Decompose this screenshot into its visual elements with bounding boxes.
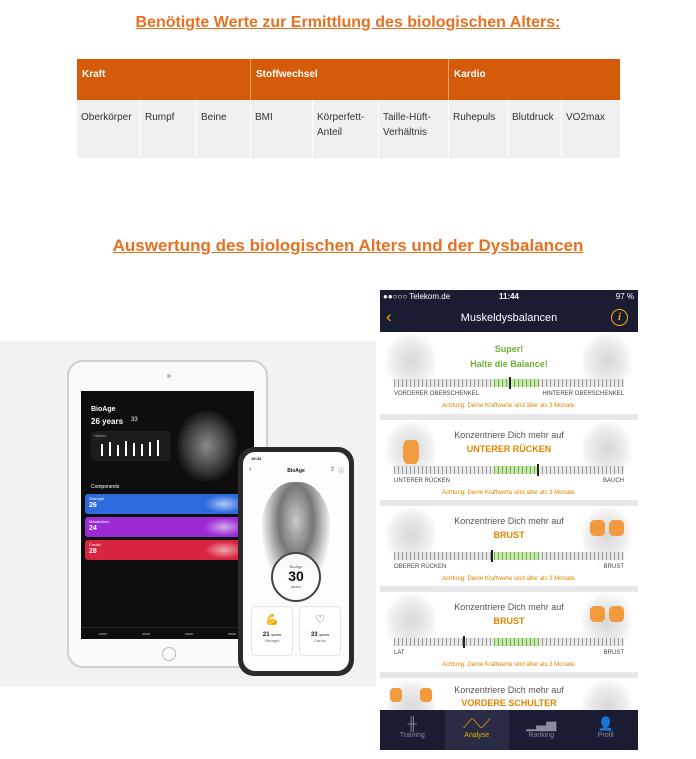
- balance-green-zone: [494, 379, 539, 387]
- iphone-strength-card: [251, 606, 293, 656]
- tab-analyse[interactable]: [445, 710, 510, 750]
- iphone-time: 19:33: [251, 456, 262, 461]
- warning-text: Achtung: Deine Kraftwerte sind älter als 3 Monate.: [442, 662, 576, 668]
- ipad-screen: [81, 391, 254, 639]
- balance-card[interactable]: [380, 678, 638, 710]
- table-row: [77, 100, 620, 158]
- card-line1: Konzentriere Dich mehr auf: [454, 602, 564, 612]
- balance-card[interactable]: [380, 506, 638, 592]
- tab-profil[interactable]: [574, 710, 639, 750]
- ipad-tab-bar: [81, 627, 254, 639]
- history-bar: [101, 444, 103, 456]
- arm-icon: 💪: [265, 614, 279, 626]
- ipad-body-figure: [177, 411, 237, 481]
- battery-text: 97 %: [615, 292, 634, 301]
- history-bar: [109, 442, 111, 456]
- card-line1: Konzentriere Dich mehr auf: [454, 685, 564, 695]
- component-value: 26: [89, 502, 97, 509]
- table-cell: BMI: [251, 100, 313, 158]
- component-label: Cardio: [89, 542, 101, 547]
- balance-scale: [394, 552, 624, 560]
- chart-line-icon: ⟋⟍⟋: [463, 716, 491, 731]
- scale-left-label: UNTERER RÜCKEN: [394, 478, 451, 484]
- carrier-text: ●●○○○ Telekom.de: [383, 292, 451, 301]
- card-label: Strength: [264, 638, 280, 643]
- tab-training[interactable]: [380, 710, 445, 750]
- card-line2: VORDERE SCHULTER: [461, 698, 557, 708]
- ipad-bioage-title: BioAge: [91, 406, 116, 413]
- card-line2: UNTERER RÜCKEN: [466, 444, 552, 454]
- table-cell: Beine: [197, 100, 251, 158]
- card-value: 33 years: [310, 632, 330, 638]
- required-values-heading: Benötigte Werte zur Ermittlung des biologischen Alters:: [135, 14, 561, 31]
- table-cell: Taille-Hüft-Verhältnis: [379, 100, 449, 158]
- scale-left-label: OBERER RÜCKEN: [394, 564, 447, 570]
- component-value: 28: [89, 548, 97, 555]
- table-cell: VO2max: [566, 112, 605, 123]
- chevron-left-icon[interactable]: ‹: [386, 307, 392, 326]
- balance-marker: [463, 636, 465, 648]
- required-values-table: [77, 59, 620, 158]
- info-icon: ⓘ: [337, 469, 344, 475]
- bioage-ring: [271, 552, 321, 602]
- ring-unit: years: [291, 584, 301, 589]
- scale-right-label: BRUST: [603, 650, 624, 656]
- ipad-age-value: 26 years: [91, 417, 124, 426]
- table-cell: Ruhepuls: [449, 100, 508, 158]
- ring-value: 30: [288, 568, 304, 584]
- ipad-camera: [167, 374, 171, 378]
- nav-title: Muskeldysbalancen: [460, 312, 558, 324]
- history-bar: [157, 440, 159, 456]
- dumbbell-icon: ╫: [407, 716, 417, 731]
- table-cell: Rumpf: [141, 100, 197, 158]
- ring-label: BioAge: [289, 564, 303, 569]
- scale-right-label: BAUCH: [602, 478, 624, 484]
- card-line1: Konzentriere Dich mehr auf: [454, 516, 564, 526]
- table-cell: Blutdruck: [508, 100, 562, 158]
- warning-text: Achtung: Deine Kraftwerte sind älter als 3 Monate.: [442, 403, 576, 409]
- table-cell: Körperfett-Anteil: [313, 100, 379, 158]
- table-group-kraft: Kraft: [77, 59, 251, 100]
- ipad-component-strength: [85, 494, 250, 514]
- card-label: Cardio: [314, 638, 326, 643]
- tab-ranking[interactable]: [509, 710, 574, 750]
- balance-card[interactable]: [380, 332, 638, 420]
- tab-label: Training: [399, 732, 425, 739]
- ipad-component-metabolism: [85, 517, 250, 537]
- status-time: 11:44: [498, 292, 520, 301]
- balance-green-zone: [494, 466, 539, 474]
- chevron-left-icon: ‹: [249, 466, 252, 473]
- balance-marker: [537, 464, 539, 476]
- ipad-home-button: [162, 647, 176, 661]
- balance-marker: [509, 377, 511, 389]
- tab-label: Ranking: [528, 732, 555, 739]
- tab-label: Profil: [597, 732, 614, 739]
- warning-text: Achtung: Deine Kraftwerte sind älter als 3 Monate.: [442, 490, 576, 496]
- card-line1: Konzentriere Dich mehr auf: [454, 430, 564, 440]
- profile-icon: 👤: [597, 716, 614, 731]
- table-header-row: [77, 59, 620, 100]
- scale-right-label: HINTERER OBERSCHENKEL: [542, 391, 624, 397]
- ipad-history-label: History: [94, 433, 107, 438]
- history-bar: [149, 442, 151, 456]
- card-line1: Super!: [494, 344, 524, 354]
- component-value: 24: [89, 525, 97, 532]
- evaluation-heading: Auswertung des biologischen Alters und der Dysbalancen: [112, 236, 584, 255]
- history-bar: [133, 443, 135, 456]
- scale-left-label: LAT: [394, 650, 405, 656]
- card-value: 21 years: [262, 632, 282, 638]
- table-group-kardio: Kardio: [454, 69, 486, 80]
- muskeldysbalancen-app: [380, 290, 638, 750]
- scale-right-label: BRUST: [603, 564, 624, 570]
- scale-left-label: VORDERER OBERSCHENKEL: [394, 391, 480, 397]
- tab-bar: [380, 710, 638, 750]
- balance-scale: [394, 638, 624, 646]
- warning-text: Achtung: Deine Kraftwerte sind älter als 3 Monate.: [442, 576, 576, 582]
- component-label: Metabolism: [89, 519, 110, 524]
- info-icon[interactable]: i: [611, 309, 628, 326]
- tab-label: Analyse: [464, 732, 490, 739]
- iphone-device: [238, 447, 354, 676]
- card-line2: BRUST: [493, 616, 525, 626]
- iphone-cardio-card: [299, 606, 341, 656]
- history-bar: [141, 444, 143, 456]
- iphone-title: BioAge: [287, 468, 305, 474]
- share-icon: ⇪: [329, 467, 335, 473]
- status-bar: [380, 290, 638, 304]
- balance-scale: [394, 466, 624, 474]
- balance-marker: [491, 550, 493, 562]
- history-bar: [117, 445, 119, 456]
- card-line2: Halte die Balance!: [470, 359, 548, 369]
- ipad-component-cardio: [85, 540, 250, 560]
- iphone-screen: [243, 452, 349, 671]
- ipad-components-label: Components: [91, 484, 120, 490]
- balance-card[interactable]: [380, 592, 638, 678]
- balance-card[interactable]: [380, 420, 638, 506]
- component-label: Strength: [89, 496, 105, 501]
- balance-green-zone: [494, 638, 539, 646]
- balance-green-zone: [494, 552, 539, 560]
- bar-chart-icon: ▁▃▅: [526, 716, 557, 731]
- nav-bar: [380, 304, 638, 332]
- table-group-stoffwechsel: Stoffwechsel: [251, 59, 449, 100]
- table-cell: Oberkörper: [77, 100, 141, 158]
- ipad-age-secondary: 33: [131, 417, 138, 423]
- heart-icon: ♡: [315, 614, 325, 626]
- history-bar: [125, 441, 127, 456]
- ipad-history-chart: [91, 431, 171, 461]
- balance-scale: [394, 379, 624, 387]
- card-line2: BRUST: [493, 530, 525, 540]
